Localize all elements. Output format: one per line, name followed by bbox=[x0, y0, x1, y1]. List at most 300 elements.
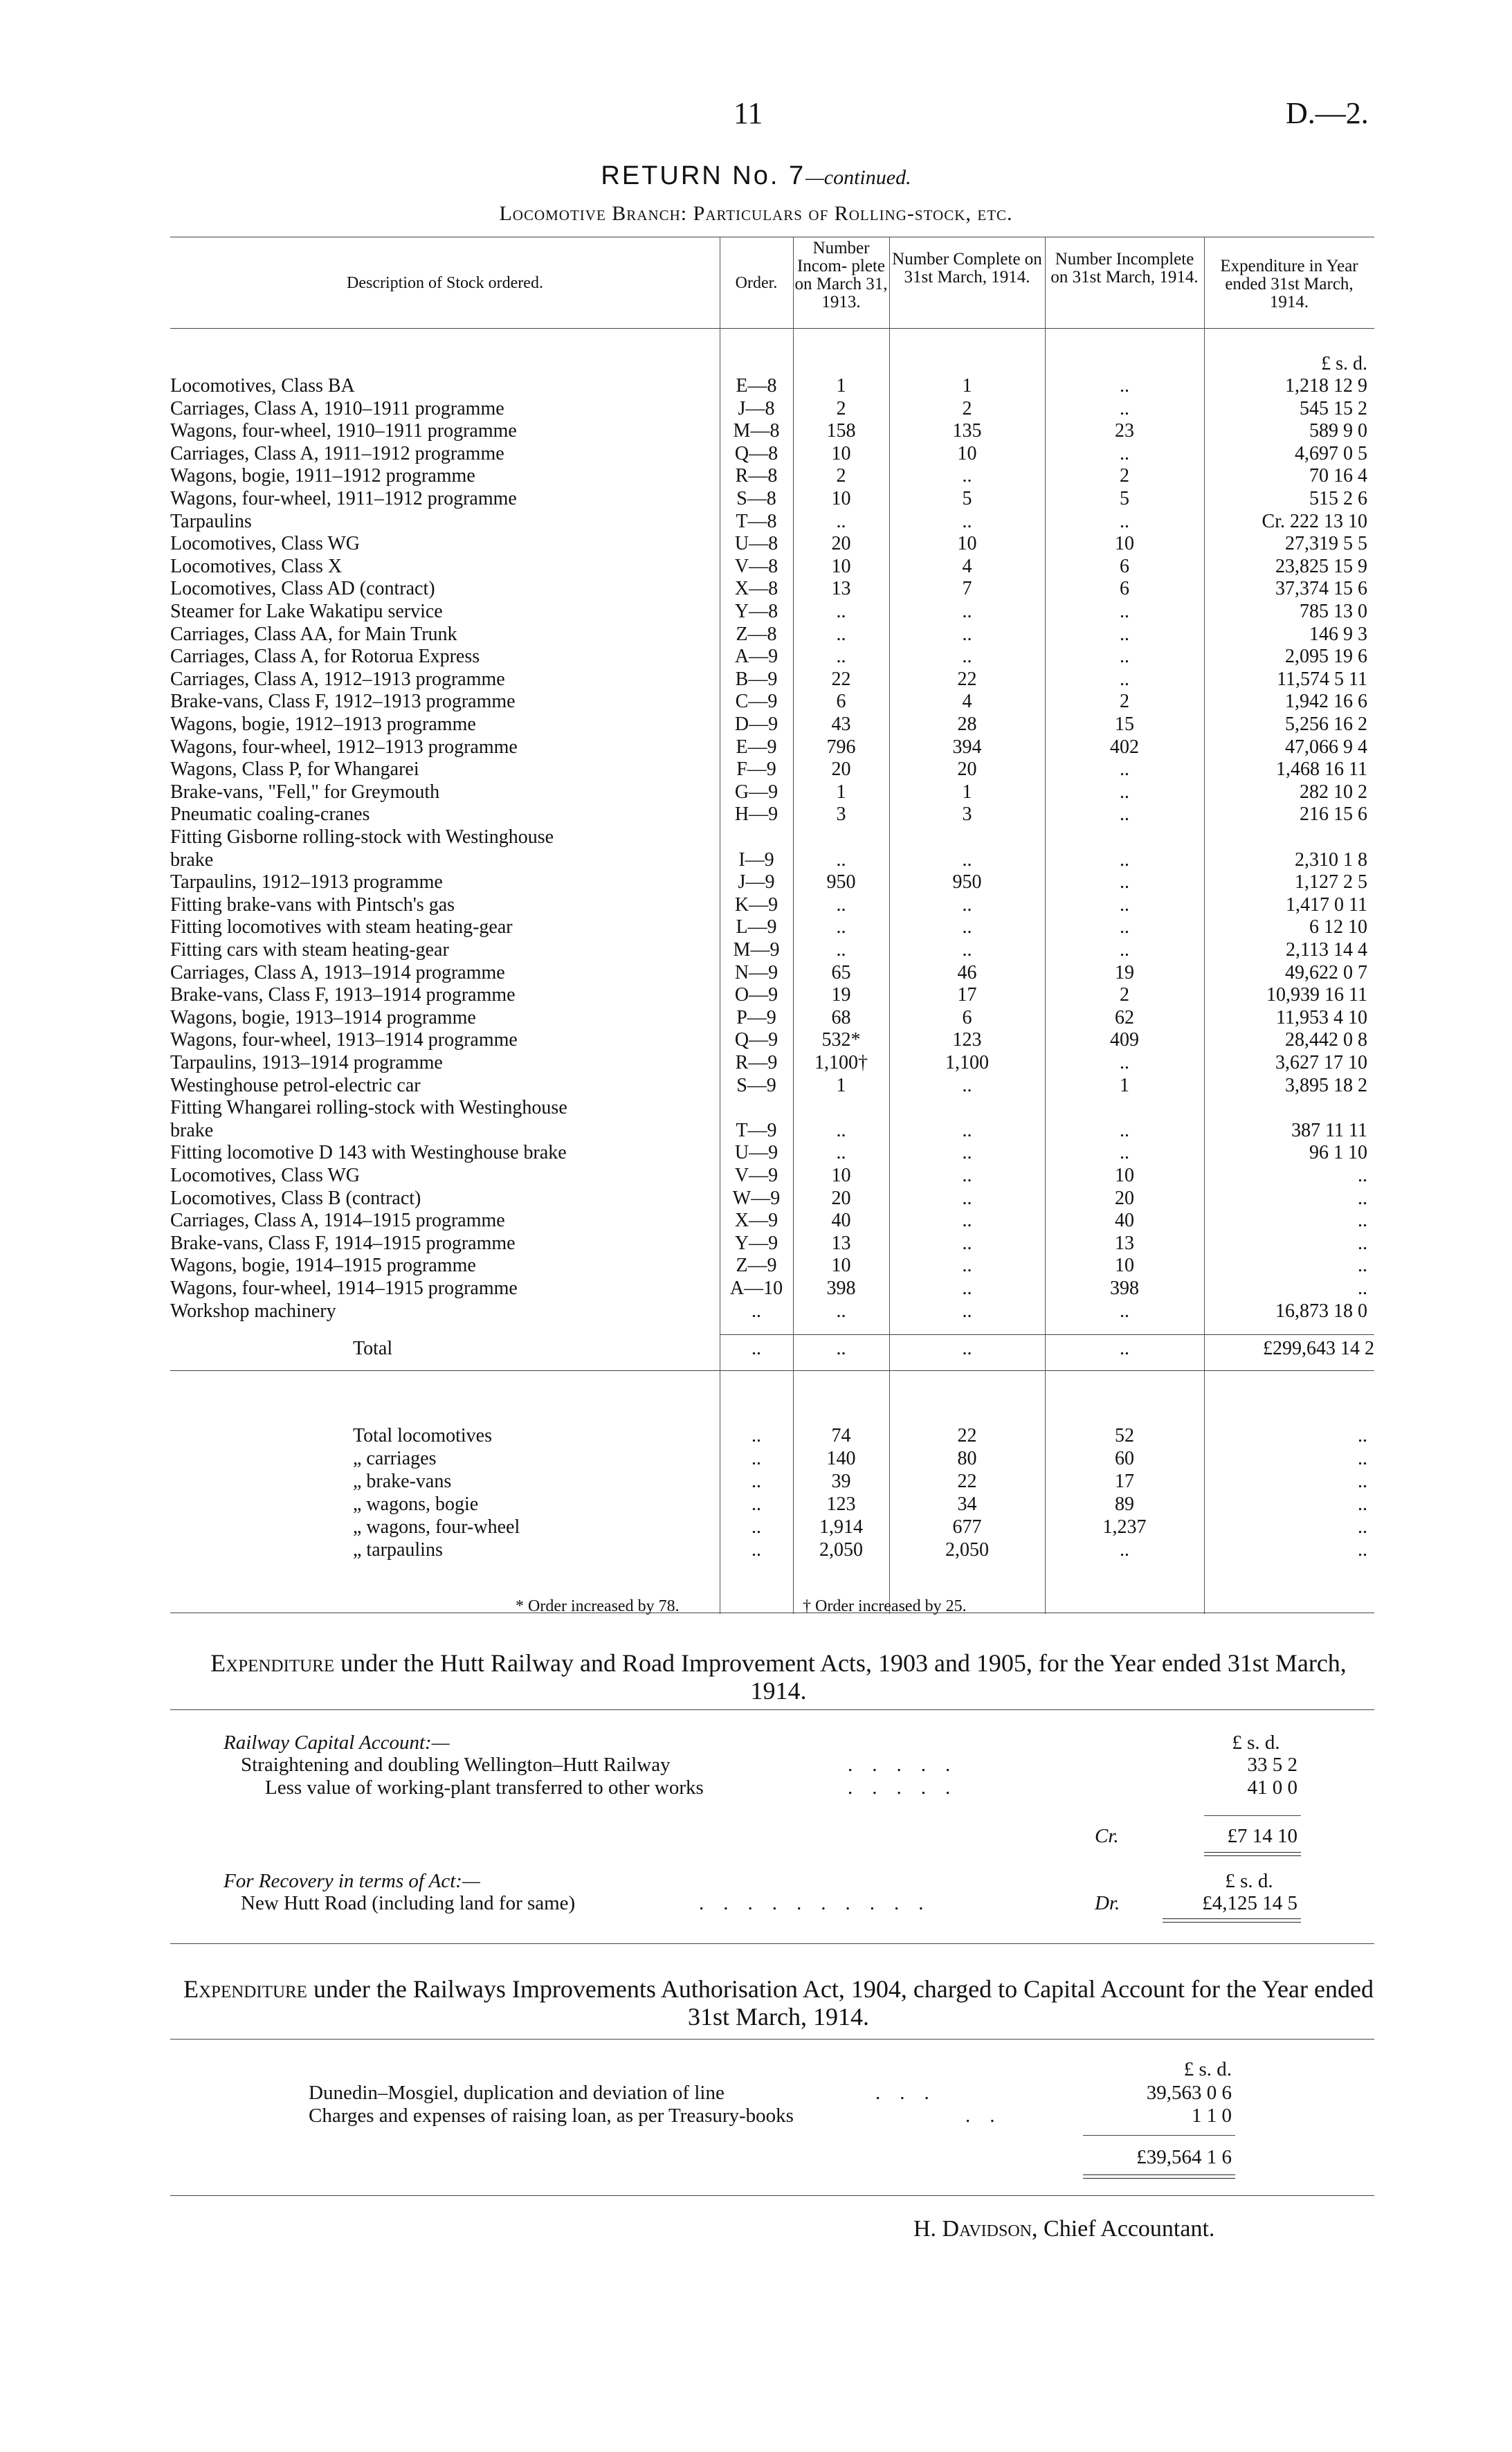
cell-inc1913: 950 bbox=[826, 871, 856, 893]
hutt-heading-rest: under the Hutt Railway and Road Improvement Acts, 1903 and 1905, for the Year ended 31st March, 1914. bbox=[334, 1649, 1347, 1705]
cell-inc1914: .. bbox=[1120, 759, 1129, 781]
cell-comp: 394 bbox=[952, 736, 982, 758]
cell-comp: .. bbox=[962, 1255, 972, 1277]
cell-exp: 6 12 10 bbox=[1309, 916, 1367, 938]
cell-exp: .. bbox=[1358, 1278, 1367, 1299]
cell-inc1913: 3 bbox=[836, 803, 846, 826]
table-row bbox=[170, 1006, 1374, 1029]
summary-cell-order: .. bbox=[752, 1493, 761, 1515]
cell-comp: .. bbox=[962, 916, 972, 938]
summary-cell-exp: .. bbox=[1358, 1539, 1367, 1561]
cell-order: P—9 bbox=[736, 1006, 776, 1028]
cell-desc: Carriages, Class A, 1912–1913 programme bbox=[170, 668, 505, 690]
cell-desc: Locomotives, Class WG bbox=[170, 533, 361, 555]
cell-exp: 47,066 9 4 bbox=[1285, 736, 1367, 758]
cell-comp: .. bbox=[962, 465, 972, 487]
cell-desc: Wagons, Class P, for Whangarei bbox=[170, 759, 419, 781]
cell-order: C—9 bbox=[735, 691, 778, 713]
table-row bbox=[170, 1300, 1374, 1323]
return-title-suffix: —continued. bbox=[805, 166, 911, 189]
summary-row bbox=[170, 1493, 1374, 1516]
cell-inc1913: .. bbox=[836, 601, 846, 622]
cell-inc1913: 10 bbox=[831, 555, 851, 577]
cell-desc: Wagons, four-wheel, 1913–1914 programme bbox=[170, 1029, 518, 1051]
table-row bbox=[170, 983, 1374, 1006]
cell-inc1914: .. bbox=[1120, 916, 1129, 938]
table-row bbox=[170, 555, 1374, 578]
summary-cell-inc1914: .. bbox=[1120, 1539, 1129, 1561]
cell-desc: Westinghouse petrol-electric car bbox=[170, 1074, 421, 1096]
col-head-complete-1914: Number Complete on 31st March, 1914. bbox=[892, 250, 1042, 287]
dunedin-top-rule bbox=[170, 2039, 1374, 2040]
summary-cell-exp: .. bbox=[1358, 1493, 1367, 1515]
hutt-dr-label: Dr. bbox=[1095, 1892, 1120, 1914]
cell-exp: 146 9 3 bbox=[1309, 623, 1367, 645]
dunedin-heading-sc: Expenditure bbox=[183, 1975, 307, 2003]
cell-inc1914: .. bbox=[1120, 668, 1129, 690]
cell-comp: .. bbox=[962, 893, 972, 916]
summary-cell-inc1913: 74 bbox=[831, 1425, 851, 1446]
cell-order: F—9 bbox=[736, 759, 776, 781]
summary-cell-exp: .. bbox=[1358, 1516, 1367, 1538]
cell-inc1914: 5 bbox=[1120, 488, 1129, 509]
cell-order: V—8 bbox=[734, 555, 778, 577]
cell-inc1913: 2 bbox=[836, 465, 846, 487]
cell-exp: 387 11 11 bbox=[1291, 1119, 1367, 1141]
cell-exp: .. bbox=[1358, 1165, 1367, 1186]
cell-exp: 282 10 2 bbox=[1300, 781, 1367, 803]
cell-inc1913: 68 bbox=[831, 1006, 851, 1028]
table-row bbox=[170, 577, 1374, 600]
cell-exp: 3,895 18 2 bbox=[1285, 1074, 1367, 1096]
cell-order: V—9 bbox=[734, 1165, 778, 1186]
summary-cell-label: Total locomotives bbox=[353, 1425, 493, 1446]
cell-comp: .. bbox=[962, 1142, 972, 1164]
cell-desc: Carriages, Class A, 1913–1914 programme bbox=[170, 961, 505, 983]
cell-desc: Wagons, bogie, 1911–1912 programme bbox=[170, 465, 475, 487]
cell-inc1913: 40 bbox=[831, 1210, 851, 1232]
cell-desc: brake bbox=[170, 848, 214, 871]
cell-desc: Carriages, Class A, 1914–1915 programme bbox=[170, 1210, 505, 1232]
cell-inc1913: 20 bbox=[831, 1187, 851, 1209]
cell-inc1914: .. bbox=[1120, 442, 1129, 464]
cell-desc: Tarpaulins, 1913–1914 programme bbox=[170, 1052, 443, 1073]
summary-cell-comp: 2,050 bbox=[945, 1539, 989, 1561]
cell-exp: 28,442 0 8 bbox=[1285, 1029, 1367, 1051]
cell-inc1914: 15 bbox=[1115, 714, 1134, 735]
cell-exp: 1,218 12 9 bbox=[1285, 375, 1367, 397]
cell-order: Y—8 bbox=[734, 601, 778, 622]
col-head-description: Description of Stock ordered. bbox=[347, 274, 543, 292]
cell-exp: 1,468 16 11 bbox=[1276, 759, 1367, 781]
hutt-line2-amt: 41 0 0 bbox=[1247, 1777, 1297, 1799]
cell-exp: 216 15 6 bbox=[1300, 803, 1367, 826]
cell-exp: 11,574 5 11 bbox=[1277, 668, 1367, 690]
cell-inc1914: 23 bbox=[1115, 420, 1134, 442]
cell-comp: .. bbox=[962, 848, 972, 871]
cell-inc1913: 43 bbox=[831, 714, 851, 735]
cell-inc1913: .. bbox=[836, 646, 846, 668]
cell-exp: 1,942 16 6 bbox=[1285, 691, 1367, 713]
hutt-line3-amt: £4,125 14 5 bbox=[1202, 1892, 1297, 1914]
cell-inc1914: 20 bbox=[1115, 1187, 1134, 1209]
table-row bbox=[170, 893, 1374, 916]
cell-comp: 20 bbox=[957, 759, 977, 781]
dunedin-dots2: .. bbox=[965, 2105, 1014, 2127]
return-subtitle: Locomotive Branch: Particulars of Rolling-stock, etc. bbox=[499, 202, 1013, 225]
cell-inc1913: 6 bbox=[836, 691, 846, 713]
cell-inc1914: .. bbox=[1120, 375, 1129, 397]
cell-exp: 10,939 16 11 bbox=[1266, 984, 1367, 1006]
cell-comp: 4 bbox=[962, 691, 972, 713]
cell-order: I—9 bbox=[738, 848, 774, 871]
cell-order: O—9 bbox=[734, 984, 778, 1006]
col-head-incomplete-1914: Number Incomplete on 31st March, 1914. bbox=[1050, 250, 1199, 287]
summary-cell-order: .. bbox=[752, 1471, 761, 1492]
cell-desc: Brake-vans, Class F, 1914–1915 programme bbox=[170, 1232, 516, 1254]
table-row bbox=[170, 736, 1374, 759]
cell-inc1913: 10 bbox=[831, 442, 851, 464]
table-row bbox=[170, 419, 1374, 442]
cell-order: S—9 bbox=[736, 1074, 776, 1096]
cell-inc1913: 532* bbox=[821, 1029, 861, 1051]
cell-order: H—9 bbox=[734, 803, 778, 826]
hutt-dots1: ..... bbox=[848, 1754, 970, 1776]
table-row bbox=[170, 600, 1374, 623]
signature-name: H. Davidson bbox=[913, 2216, 1032, 2242]
return-title bbox=[0, 161, 1512, 191]
table-row bbox=[170, 1277, 1374, 1300]
cell-inc1914: .. bbox=[1120, 781, 1129, 803]
hutt-dr-double-rule bbox=[1163, 1918, 1301, 1923]
cell-exp: .. bbox=[1358, 1255, 1367, 1277]
cell-exp: 23,825 15 9 bbox=[1275, 555, 1367, 577]
table-row bbox=[170, 961, 1374, 984]
cell-comp: .. bbox=[962, 1278, 972, 1299]
summary-cell-label: „ tarpaulins bbox=[353, 1539, 443, 1561]
table-row bbox=[170, 848, 1374, 871]
cell-desc: Wagons, four-wheel, 1914–1915 programme bbox=[170, 1278, 518, 1299]
cell-inc1913: .. bbox=[836, 848, 846, 871]
cell-comp: .. bbox=[962, 1074, 972, 1096]
dunedin-heading bbox=[180, 1975, 1377, 2031]
cell-desc: Locomotives, Class WG bbox=[170, 1165, 361, 1186]
table-row bbox=[170, 826, 1374, 848]
cell-inc1914: 10 bbox=[1115, 1255, 1134, 1277]
cell-desc: Fitting Whangarei rolling-stock with Westinghouse bbox=[170, 1097, 567, 1119]
cell-inc1914: 1 bbox=[1120, 1074, 1129, 1096]
table-row bbox=[170, 1028, 1374, 1051]
cell-order: L—9 bbox=[736, 916, 777, 938]
cell-desc: Locomotives, Class X bbox=[170, 555, 343, 577]
cell-exp: 2,310 1 8 bbox=[1295, 848, 1367, 871]
cell-inc1913: .. bbox=[836, 893, 846, 916]
hutt-dots2: ..... bbox=[848, 1777, 970, 1799]
cell-inc1914: .. bbox=[1120, 646, 1129, 668]
cell-inc1914: .. bbox=[1120, 893, 1129, 916]
cell-order: Q—8 bbox=[734, 442, 778, 464]
cell-comp: 28 bbox=[957, 714, 977, 735]
signature bbox=[913, 2216, 1214, 2242]
table-row bbox=[170, 938, 1374, 961]
cell-exp: 4,697 0 5 bbox=[1295, 442, 1367, 464]
summary-cell-comp: 80 bbox=[957, 1448, 977, 1469]
dunedin-line2-amt: 1 1 0 bbox=[1192, 2105, 1232, 2127]
summary-cell-comp: 22 bbox=[957, 1471, 977, 1492]
cell-inc1913: 65 bbox=[831, 961, 851, 983]
cell-comp: 4 bbox=[962, 555, 972, 577]
table-row bbox=[170, 1164, 1374, 1187]
table-row bbox=[170, 1141, 1374, 1164]
total-top-rule bbox=[720, 1334, 1374, 1335]
summary-cell-inc1913: 2,050 bbox=[819, 1539, 863, 1561]
cell-inc1914: .. bbox=[1120, 1300, 1129, 1322]
cell-exp: 16,873 18 0 bbox=[1275, 1300, 1367, 1322]
col-head-expenditure: Expenditure in Year ended 31st March, 1914. bbox=[1220, 257, 1358, 311]
cell-inc1913: 1,100† bbox=[814, 1052, 868, 1073]
summary-cell-exp: .. bbox=[1358, 1448, 1367, 1469]
table-row bbox=[170, 464, 1374, 487]
cell-order: E—8 bbox=[736, 375, 777, 397]
cell-exp: 589 9 0 bbox=[1309, 420, 1367, 442]
cell-desc: Wagons, four-wheel, 1912–1913 programme bbox=[170, 736, 518, 758]
hutt-recovery-label: For Recovery in terms of Act:— bbox=[224, 1870, 480, 1892]
cell-inc1913: 10 bbox=[831, 488, 851, 509]
cell-desc: Carriages, Class A, 1911–1912 programme bbox=[170, 442, 504, 464]
cell-inc1913: .. bbox=[836, 623, 846, 645]
cell-order: E—9 bbox=[736, 736, 777, 758]
signature-title: , Chief Accountant. bbox=[1032, 2216, 1215, 2242]
cell-comp: 10 bbox=[957, 442, 977, 464]
cell-exp: .. bbox=[1358, 1187, 1367, 1209]
hutt-bottom-rule bbox=[170, 1943, 1374, 1944]
summary-cell-inc1914: 52 bbox=[1115, 1425, 1134, 1446]
summary-cell-label: „ brake-vans bbox=[353, 1471, 452, 1492]
hutt-line3: New Hutt Road (including land for same) bbox=[241, 1892, 576, 1914]
cell-comp: .. bbox=[962, 1300, 972, 1322]
cell-exp: 545 15 2 bbox=[1300, 397, 1367, 419]
table-row bbox=[170, 1209, 1374, 1232]
table-row bbox=[170, 1074, 1374, 1097]
cell-desc: Brake-vans, "Fell," for Greymouth bbox=[170, 781, 440, 803]
cell-order: S—8 bbox=[736, 488, 776, 509]
cell-comp: .. bbox=[962, 939, 972, 961]
cell-inc1914: .. bbox=[1120, 1052, 1129, 1073]
table-row bbox=[170, 442, 1374, 465]
total-exp: £299,643 14 2 bbox=[1263, 1338, 1374, 1359]
cell-inc1914: .. bbox=[1120, 848, 1129, 871]
table-row bbox=[170, 690, 1374, 713]
cell-exp: 70 16 4 bbox=[1309, 465, 1367, 487]
dunedin-heading-rest: under the Railways Improvements Authorisation Act, 1904, charged to Capital Account for the Year ended 31st March, 1914. bbox=[307, 1975, 1374, 2031]
cell-exp: 49,622 0 7 bbox=[1285, 961, 1367, 983]
cell-order: G—9 bbox=[734, 781, 778, 803]
cell-inc1914: .. bbox=[1120, 871, 1129, 893]
cell-desc: Fitting cars with steam heating-gear bbox=[170, 939, 449, 961]
cell-order: B—9 bbox=[735, 668, 778, 690]
cell-order: J—9 bbox=[738, 871, 775, 893]
summary-cell-inc1914: 60 bbox=[1115, 1448, 1134, 1469]
cell-inc1914: 6 bbox=[1120, 578, 1129, 600]
cell-inc1914: 13 bbox=[1115, 1232, 1134, 1254]
cell-inc1913: 1 bbox=[836, 375, 846, 397]
summary-cell-inc1913: 140 bbox=[826, 1448, 856, 1469]
cell-exp: .. bbox=[1358, 1232, 1367, 1254]
cell-desc: Carriages, Class A, 1910–1911 programme bbox=[170, 397, 504, 419]
hutt-line1: Straightening and doubling Wellington–Hutt Railway bbox=[241, 1754, 671, 1776]
summary-row bbox=[170, 1424, 1374, 1447]
cell-inc1913: 13 bbox=[831, 1232, 851, 1254]
table-row bbox=[170, 510, 1374, 533]
cell-inc1914: .. bbox=[1120, 939, 1129, 961]
table-row bbox=[170, 871, 1374, 893]
total-bottom-rule bbox=[170, 1370, 1374, 1371]
cell-inc1913: 1 bbox=[836, 781, 846, 803]
footnote-star: * Order increased by 78. bbox=[516, 1597, 680, 1615]
summary-cell-order: .. bbox=[752, 1425, 761, 1446]
cell-inc1913: 10 bbox=[831, 1165, 851, 1186]
cell-desc: Carriages, Class A, for Rotorua Express bbox=[170, 646, 480, 668]
cell-comp: 1,100 bbox=[945, 1052, 989, 1073]
cell-desc: Wagons, bogie, 1913–1914 programme bbox=[170, 1006, 476, 1028]
total-order: .. bbox=[752, 1338, 761, 1359]
cell-inc1913: .. bbox=[836, 1300, 846, 1322]
cell-inc1914: 2 bbox=[1120, 465, 1129, 487]
cell-inc1914: 10 bbox=[1115, 533, 1134, 555]
summary-cell-comp: 677 bbox=[952, 1516, 982, 1538]
cell-comp: .. bbox=[962, 646, 972, 668]
hutt-lsd2: £ s. d. bbox=[1225, 1870, 1273, 1892]
dunedin-bottom-rule bbox=[170, 2195, 1374, 2196]
cell-inc1913: 22 bbox=[831, 668, 851, 690]
hutt-lsd: £ s. d. bbox=[1232, 1732, 1280, 1754]
cell-comp: .. bbox=[962, 601, 972, 622]
cell-inc1913: 13 bbox=[831, 578, 851, 600]
hutt-heading bbox=[180, 1649, 1377, 1705]
cell-order: T—8 bbox=[736, 510, 777, 532]
cell-desc: Tarpaulins bbox=[170, 510, 252, 532]
cell-order: M—8 bbox=[733, 420, 780, 442]
cell-comp: 5 bbox=[962, 488, 972, 509]
cell-inc1913: .. bbox=[836, 939, 846, 961]
summary-row bbox=[170, 1447, 1374, 1470]
table-row bbox=[170, 645, 1374, 668]
total-inc1913: .. bbox=[836, 1338, 846, 1359]
summary-cell-label: „ carriages bbox=[353, 1448, 437, 1469]
summary-cell-inc1914: 17 bbox=[1115, 1471, 1134, 1492]
cell-inc1914: 2 bbox=[1120, 984, 1129, 1006]
cell-desc: Locomotives, Class BA bbox=[170, 375, 355, 397]
cell-inc1914: .. bbox=[1120, 623, 1129, 645]
cell-order: U—9 bbox=[734, 1142, 778, 1164]
cell-inc1913: 398 bbox=[826, 1278, 856, 1299]
cell-desc: Steamer for Lake Wakatipu service bbox=[170, 601, 443, 622]
summary-cell-exp: .. bbox=[1358, 1425, 1367, 1446]
cell-desc: Carriages, Class AA, for Main Trunk bbox=[170, 623, 457, 645]
cell-comp: .. bbox=[962, 1210, 972, 1232]
cell-exp: 785 13 0 bbox=[1300, 601, 1367, 622]
cell-inc1914: .. bbox=[1120, 803, 1129, 826]
cell-desc: Pneumatic coaling-cranes bbox=[170, 803, 370, 826]
table-row bbox=[170, 758, 1374, 781]
cell-order: X—9 bbox=[734, 1210, 778, 1232]
table-row bbox=[170, 532, 1374, 555]
cell-inc1914: 62 bbox=[1115, 1006, 1134, 1028]
cell-inc1913: 796 bbox=[826, 736, 856, 758]
cell-inc1913: 20 bbox=[831, 533, 851, 555]
cell-desc: Fitting Gisborne rolling-stock with Westinghouse bbox=[170, 826, 554, 848]
hutt-sum-rule bbox=[1204, 1815, 1301, 1816]
cell-comp: 3 bbox=[962, 803, 972, 826]
cell-order: Z—9 bbox=[736, 1255, 777, 1277]
cell-desc: Workshop machinery bbox=[170, 1300, 336, 1322]
cell-inc1913: 1 bbox=[836, 1074, 846, 1096]
cell-comp: .. bbox=[962, 1187, 972, 1209]
cell-desc: Fitting brake-vans with Pintsch's gas bbox=[170, 893, 455, 916]
hutt-top-rule bbox=[170, 1709, 1374, 1710]
cell-comp: .. bbox=[962, 623, 972, 645]
cell-desc: Wagons, bogie, 1912–1913 programme bbox=[170, 714, 476, 735]
dunedin-lsd: £ s. d. bbox=[1183, 2058, 1232, 2080]
cell-inc1914: .. bbox=[1120, 397, 1129, 419]
table-row bbox=[170, 1051, 1374, 1074]
cell-comp: .. bbox=[962, 1119, 972, 1141]
cell-comp: 2 bbox=[962, 397, 972, 419]
page-number: 11 bbox=[734, 96, 763, 130]
cell-comp: 22 bbox=[957, 668, 977, 690]
cell-comp: 7 bbox=[962, 578, 972, 600]
cell-order: W—9 bbox=[732, 1187, 781, 1209]
table-row bbox=[170, 374, 1374, 397]
cell-exp: 5,256 16 2 bbox=[1285, 714, 1367, 735]
hutt-line2: Less value of working-plant transferred to other works bbox=[265, 1777, 704, 1799]
lsd-header-text: £ s. d. bbox=[1321, 353, 1367, 374]
cell-desc: Wagons, four-wheel, 1910–1911 programme bbox=[170, 420, 517, 442]
cell-comp: 10 bbox=[957, 533, 977, 555]
table-row bbox=[170, 397, 1374, 420]
cell-order: T—9 bbox=[736, 1119, 777, 1141]
summary-row bbox=[170, 1538, 1374, 1561]
cell-inc1913: .. bbox=[836, 916, 846, 938]
total-inc1914: .. bbox=[1120, 1338, 1129, 1359]
cell-exp: 1,417 0 11 bbox=[1286, 893, 1367, 916]
cell-inc1914: 19 bbox=[1115, 961, 1134, 983]
table-row bbox=[170, 668, 1374, 691]
cell-inc1913: 10 bbox=[831, 1255, 851, 1277]
total-label: Total bbox=[353, 1338, 393, 1359]
cell-order: Q—9 bbox=[734, 1029, 778, 1051]
cell-order: N—9 bbox=[734, 961, 778, 983]
dunedin-double-rule bbox=[1083, 2174, 1235, 2179]
cell-exp: .. bbox=[1358, 1210, 1367, 1232]
dunedin-line2: Charges and expenses of raising loan, as per Treasury-books bbox=[309, 2105, 794, 2127]
summary-cell-label: „ wagons, bogie bbox=[353, 1493, 479, 1515]
cell-desc: Fitting locomotives with steam heating-gear bbox=[170, 916, 513, 938]
cell-exp: 37,374 15 6 bbox=[1275, 578, 1367, 600]
hutt-cr-amt: £7 14 10 bbox=[1227, 1825, 1297, 1847]
table-row bbox=[170, 1232, 1374, 1255]
cell-order: M—9 bbox=[733, 939, 780, 961]
cell-order: Y—9 bbox=[734, 1232, 778, 1254]
cell-desc: Brake-vans, Class F, 1913–1914 programme bbox=[170, 984, 516, 1006]
cell-desc: Fitting locomotive D 143 with Westinghouse brake bbox=[170, 1142, 567, 1164]
cell-comp: 46 bbox=[957, 961, 977, 983]
cell-desc: Wagons, four-wheel, 1911–1912 programme bbox=[170, 488, 517, 509]
cell-inc1913: 2 bbox=[836, 397, 846, 419]
cell-exp: 27,319 5 5 bbox=[1285, 533, 1367, 555]
summary-cell-label: „ wagons, four-wheel bbox=[353, 1516, 520, 1538]
total-row bbox=[170, 1337, 1374, 1360]
